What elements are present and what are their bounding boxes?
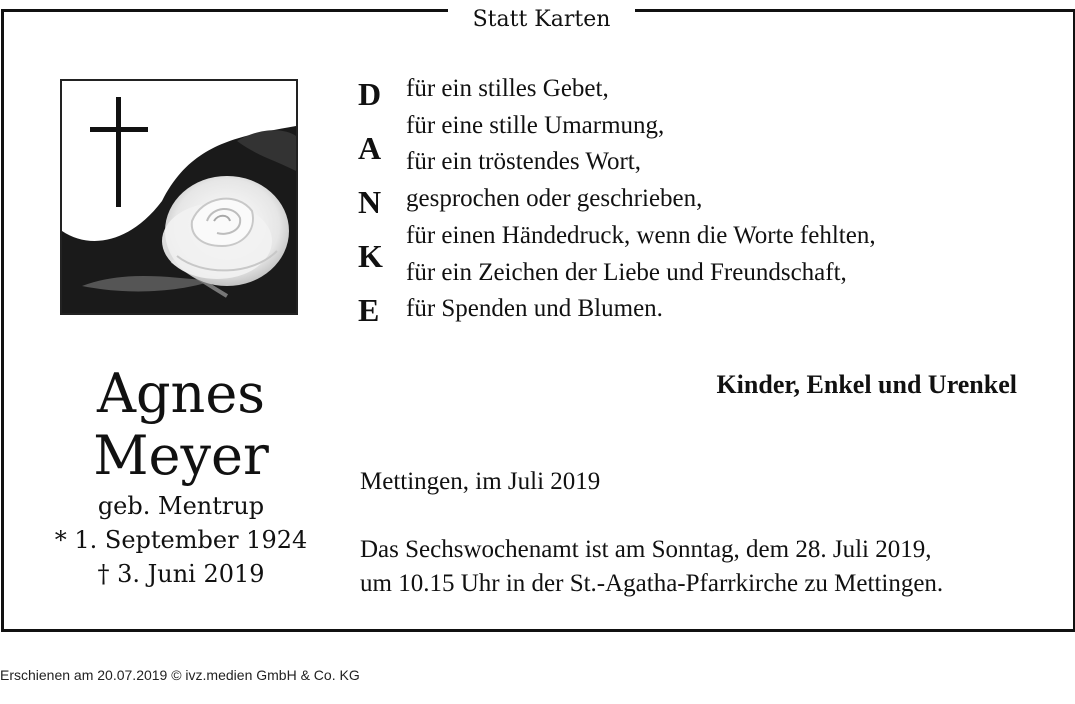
birth-date: * 1. September 1924: [54, 526, 308, 554]
thanks-line: gesprochen oder geschrieben,: [406, 185, 703, 213]
danke-letter: A: [358, 130, 382, 166]
thanks-line: für Spenden und Blumen.: [406, 295, 663, 323]
thanks-line: für ein tröstendes Wort,: [406, 148, 641, 176]
danke-letter: D: [358, 76, 382, 112]
thanks-line: für ein Zeichen der Liebe und Freundschaft,: [406, 258, 847, 286]
thanks-text: [406, 71, 876, 328]
place-date: Mettingen, im Juli 2019: [360, 468, 601, 495]
cross-rose-illustration: [62, 81, 296, 313]
service-line: um 10.15 Uhr in der St.-Agatha-Pfarrkirche zu Mettingen.: [360, 570, 944, 597]
danke-letter: E: [358, 292, 380, 328]
danke-letter: K: [358, 238, 383, 274]
thanks-line: für einen Händedruck, wenn die Worte fehlten,: [406, 221, 876, 249]
deceased-info: [40, 363, 322, 591]
first-name: Agnes: [96, 362, 265, 425]
cross-icon: [116, 97, 121, 207]
frame-title: Statt Karten: [448, 8, 635, 34]
thanks-line: für ein stilles Gebet,: [406, 75, 609, 102]
cross-rose-image: [60, 79, 298, 315]
publication-footer: Erschienen am 20.07.2019 © ivz.medien GmbH & Co. KG: [0, 667, 360, 683]
danke-letter: N: [358, 184, 382, 220]
thanks-line: für eine stille Umarmung,: [406, 111, 665, 139]
service-announcement: [360, 533, 943, 601]
last-name: Meyer: [93, 424, 269, 487]
maiden-name: geb. Mentrup: [97, 492, 265, 520]
death-date: † 3. Juni 2019: [97, 560, 265, 588]
service-line: Das Sechswochenamt ist am Sonntag, dem 28. Juli 2019,: [360, 536, 932, 563]
signatories: Kinder, Enkel und Urenkel: [716, 370, 1017, 399]
